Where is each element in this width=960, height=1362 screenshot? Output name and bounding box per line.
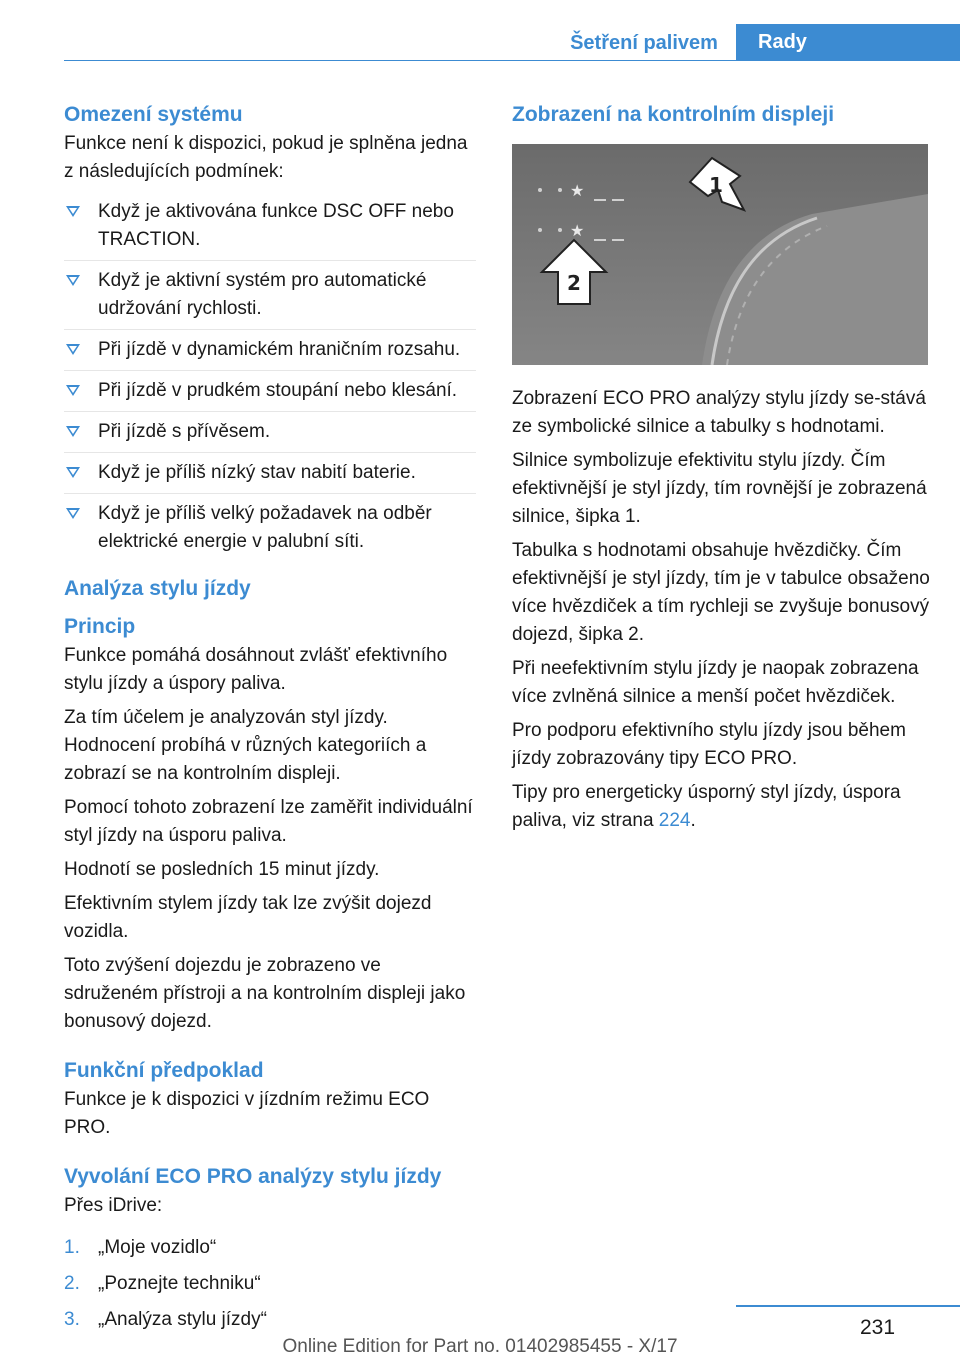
svg-text:★: ★: [570, 181, 585, 200]
list-item: 2. „Poznejte techniku“: [64, 1266, 476, 1302]
bullet-triangle-icon: [66, 385, 80, 396]
paragraph: Toto zvýšení dojezdu je zobrazeno ve sdruženém přístroji a na kontrolním displeji jako bonusový dojezd.: [64, 955, 466, 1032]
paragraph-omezeni: Funkce není k dispozici, pokud je splněna jedna z následujících podmínek:: [64, 133, 468, 182]
bullet-triangle-icon: [66, 426, 80, 437]
paragraph: Za tím účelem je analyzován styl jízdy. Hodnocení probíhá v různých kategoriích a zobrazí se na kontrolním displeji.: [64, 707, 427, 784]
right-column: [512, 100, 930, 841]
list-item: Při jízdě v dynamickém hraničním rozsahu.: [64, 330, 476, 371]
svg-text:★: ★: [570, 221, 585, 240]
heading-omezeni: Omezení systému: [64, 103, 243, 126]
heading-princip: Princip: [64, 615, 136, 638]
paragraph: Silnice symbolizuje efektivitu stylu jízdy. Čím efektivnější je styl jízdy, tím rovnější je zobrazená silnice, šipka 1.: [512, 450, 927, 527]
bullet-triangle-icon: [66, 508, 80, 519]
list-item: Když je příliš nízký stav nabití baterie.: [64, 453, 476, 494]
svg-text:1: 1: [709, 173, 723, 197]
bullet-triangle-icon: [66, 206, 80, 217]
heading-zobrazeni: Zobrazení na kontrolním displeji: [512, 103, 835, 126]
list-item: 1. „Moje vozidlo“: [64, 1230, 476, 1266]
edition-footer: Online Edition for Part no. 01402985455 - X/17: [282, 1336, 678, 1357]
list-item: 3. „Analýza stylu jízdy“: [64, 1302, 476, 1338]
paragraph: Funkce pomáhá dosáhnout zvlášť efektivního stylu jízdy a úspory paliva.: [64, 645, 448, 694]
conditions-list: [64, 192, 476, 562]
paragraph: Při neefektivním stylu jízdy je naopak zobrazena více zvlněná silnice a menší počet hvězdiček.: [512, 658, 919, 707]
paragraph: Přes iDrive:: [64, 1195, 163, 1216]
paragraph: Pro podporu efektivního stylu jízdy jsou během jízdy zobrazovány tipy ECO PRO.: [512, 720, 906, 769]
step-number: 2.: [64, 1273, 80, 1294]
list-item: Když je aktivní systém pro automatické udržování rychlosti.: [64, 261, 476, 330]
chapter-tab[interactable]: Rady: [736, 24, 960, 61]
step-number: 3.: [64, 1309, 80, 1330]
footer-rule: [736, 1305, 960, 1307]
svg-text:2: 2: [567, 271, 581, 295]
paragraph: Pomocí tohoto zobrazení lze zaměřit individuální styl jízdy na úsporu paliva.: [64, 797, 473, 846]
page-reference-link[interactable]: 224: [658, 810, 691, 831]
paragraph: Zobrazení ECO PRO analýzy stylu jízdy se-stává ze symbolické silnice a tabulky s hodnotami.: [512, 388, 926, 437]
bullet-triangle-icon: [66, 467, 80, 478]
page-number: 231: [860, 1316, 896, 1339]
bullet-triangle-icon: [66, 275, 80, 286]
paragraph: Tabulka s hodnotami obsahuje hvězdičky. Čím efektivnější je styl jízdy, tím je v tabulce obsaženo více hvězdiček a tím rychleji se zvyšuje bonusový dojezd, šipka 2.: [512, 540, 930, 645]
section-tab[interactable]: Šetření palivem: [570, 32, 718, 54]
list-item: Při jízdě v prudkém stoupání nebo klesání.: [64, 371, 476, 412]
left-column: [64, 100, 476, 1346]
heading-predpoklad: Funkční předpoklad: [64, 1059, 264, 1082]
steps-list: [64, 1230, 476, 1338]
paragraph: Funkce je k dispozici v jízdním režimu ECO PRO.: [64, 1089, 430, 1138]
step-number: 1.: [64, 1237, 80, 1258]
eco-pro-display-illustration: [512, 144, 928, 365]
list-item: Při jízdě s přívěsem.: [64, 412, 476, 453]
paragraph: Efektivním stylem jízdy tak lze zvýšit dojezd vozidla.: [64, 893, 432, 942]
list-item: Když je aktivována funkce DSC OFF nebo TRACTION.: [64, 192, 476, 261]
paragraph-reference: Tipy pro energeticky úsporný styl jízdy, úspora paliva, viz strana 224.: [512, 782, 901, 831]
bullet-triangle-icon: [66, 344, 80, 355]
heading-vyvolani: Vyvolání ECO PRO analýzy stylu jízdy: [64, 1165, 442, 1188]
eco-pro-display-figure: [512, 144, 928, 365]
paragraph: Hodnotí se posledních 15 minut jízdy.: [64, 859, 380, 880]
list-item: Když je příliš velký požadavek na odběr elektrické energie v palubní síti.: [64, 494, 476, 562]
heading-analyza: Analýza stylu jízdy: [64, 577, 251, 600]
